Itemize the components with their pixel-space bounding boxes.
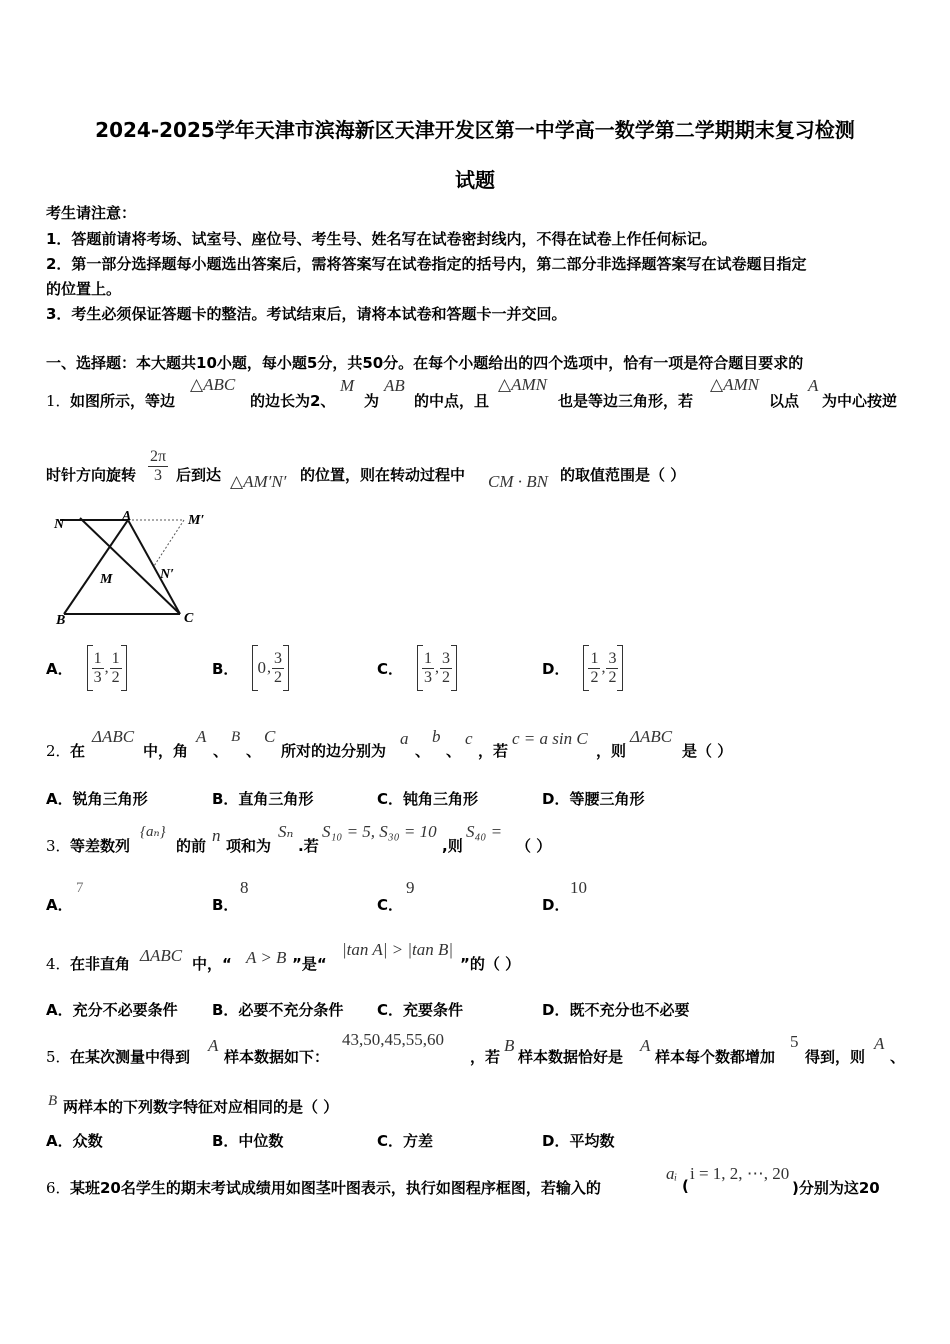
option-c[interactable]: C．充要条件 <box>377 1001 464 1019</box>
question-text: 后到达 <box>176 466 222 484</box>
question-text: 、 <box>213 742 229 760</box>
numerator: 1 <box>590 649 599 667</box>
math-expression: M <box>340 376 355 395</box>
denominator: 2 <box>442 668 451 686</box>
question-number: 5． <box>46 1048 71 1066</box>
question-text: 得到，则 <box>805 1048 866 1066</box>
math-expression: {aₙ} <box>140 824 166 840</box>
math-expression: C <box>264 727 276 746</box>
option-b-value: 8 <box>240 878 249 897</box>
option-label: A． <box>46 659 73 678</box>
question-text: 样本数据如下： <box>224 1048 330 1066</box>
option-d[interactable]: D．既不充分也不必要 <box>542 1001 690 1019</box>
option-d[interactable]: D．等腰三角形 <box>542 790 645 808</box>
numerator: 2π <box>150 448 167 465</box>
option-a[interactable] <box>46 644 127 692</box>
question-text: 时针方向旋转 <box>46 466 137 484</box>
math-expression: c <box>465 729 473 748</box>
option-label: D． <box>542 659 570 678</box>
question-text: 在某次测量中得到 <box>70 1048 191 1066</box>
label-N: N <box>54 517 65 532</box>
question-text: .若 <box>298 837 319 855</box>
label-C: C <box>184 611 194 626</box>
denominator: 3 <box>154 467 163 484</box>
math-expression: AB <box>384 376 405 395</box>
notice-item-1: 1．答题前请将考场、试室号、座位号、考生号、姓名写在试卷密封线内，不得在试卷上作任何标记。 <box>46 230 717 248</box>
math-expression: S₁₀ = 5, S₃₀ = 10 <box>322 822 437 841</box>
math-expression: A > B <box>246 948 287 967</box>
option-b[interactable]: B．中位数 <box>212 1132 284 1150</box>
math-expression: ΔABC <box>630 727 673 746</box>
question-text: 、 <box>446 742 462 760</box>
question-text: （ ） <box>516 837 552 855</box>
question-text: 某班20名学生的期末考试成绩用如图茎叶图表示，执行如图程序框图，若输入的 <box>70 1179 601 1197</box>
page-title-continued: 试题 <box>455 168 495 192</box>
option-c-label[interactable]: C． <box>377 896 404 914</box>
question-number: 4． <box>46 955 71 973</box>
fraction <box>148 448 168 485</box>
math-expression: Sₙ <box>278 822 294 841</box>
math-expression: S₄₀ = <box>466 822 503 841</box>
question-text: 项和为 <box>226 837 272 855</box>
option-b[interactable]: B．直角三角形 <box>212 790 314 808</box>
option-d[interactable]: D．平均数 <box>542 1132 615 1150</box>
option-a[interactable]: A．充分不必要条件 <box>46 1001 178 1019</box>
question-text: 如图所示，等边 <box>70 392 176 410</box>
question-text: 样本每个数都增加 <box>655 1048 776 1066</box>
denominator: 3 <box>93 668 102 686</box>
option-a[interactable]: A．锐角三角形 <box>46 790 148 808</box>
interval: $\frac{1}{3}$ , $\frac{1}{2}$ <box>87 645 127 691</box>
option-d-value: 10 <box>570 878 587 897</box>
math-expression: A <box>208 1036 219 1055</box>
option-d[interactable] <box>542 644 623 692</box>
option-label: B． <box>212 659 239 678</box>
question-text: 中，角 <box>143 742 189 760</box>
option-b[interactable]: B．必要不充分条件 <box>212 1001 344 1019</box>
math-expression: b <box>432 727 441 746</box>
question-text: 的前 <box>176 837 207 855</box>
interval: $\frac{1}{2}$ , $\frac{3}{2}$ <box>583 645 623 691</box>
numerator: 1 <box>424 649 433 667</box>
option-c[interactable]: C．方差 <box>377 1132 434 1150</box>
question-text: 以点 <box>769 392 800 410</box>
math-expression: A <box>874 1034 885 1053</box>
math-expression: a <box>400 729 409 748</box>
numerator: 3 <box>608 649 617 667</box>
question-text: 所对的边分别为 <box>281 742 387 760</box>
question-text: ”是“ <box>292 955 327 973</box>
segment-NC <box>80 518 180 614</box>
question-text: 、 <box>246 742 262 760</box>
math-expression: △ABC <box>190 375 236 394</box>
option-d-label[interactable]: D． <box>542 896 570 914</box>
math-expression: ΔABC <box>140 946 183 965</box>
question-text: 也是等边三角形，若 <box>558 392 694 410</box>
question-text: 、 <box>415 742 431 760</box>
label-M: M <box>100 572 113 587</box>
question-text: ，若 <box>470 1048 501 1066</box>
label-B: B <box>56 613 66 628</box>
label-A: A <box>122 509 132 524</box>
option-b[interactable] <box>212 644 289 692</box>
numerator: 3 <box>273 649 282 667</box>
question-text: )分别为这20 <box>792 1179 880 1197</box>
math-expression: A <box>640 1036 651 1055</box>
denominator: 2 <box>111 668 120 686</box>
label-N-prime: N′ <box>160 567 175 582</box>
option-b-label[interactable]: B． <box>212 896 239 914</box>
interval: 0 , $\frac{3}{2}$ <box>252 645 289 691</box>
question-text: 等差数列 <box>70 837 131 855</box>
denominator: 2 <box>590 668 599 686</box>
question-text: 在 <box>70 742 86 760</box>
question-text: 在非直角 <box>70 955 131 973</box>
question-text: ”的（ ） <box>460 955 521 973</box>
interval: $\frac{1}{3}$ , $\frac{3}{2}$ <box>417 645 457 691</box>
segment-MpNp-dashed <box>154 520 184 566</box>
math-expression: △AMN <box>498 375 547 394</box>
option-c[interactable] <box>377 644 457 692</box>
math-expression: 5 <box>790 1032 799 1051</box>
question-text: 、 <box>890 1048 906 1066</box>
math-expression: n <box>212 826 221 845</box>
label-M-prime: M′ <box>188 513 205 528</box>
question-text: 是（ ） <box>682 742 733 760</box>
math-expression: aᵢ <box>666 1164 678 1183</box>
notice-item-3: 3．考生必须保证答题卡的整洁。考试结束后，请将本试卷和答题卡一并交回。 <box>46 305 567 323</box>
denominator: 2 <box>273 668 282 686</box>
notice-item-2-continued: 的位置上。 <box>46 280 122 298</box>
math-expression: △AMN <box>710 375 759 394</box>
denominator: 2 <box>608 668 617 686</box>
denominator: 3 <box>424 668 433 686</box>
question-text: 的中点，且 <box>414 392 490 410</box>
question-text: ,则 <box>442 837 463 855</box>
question-text: ，若 <box>478 742 509 760</box>
notice-heading: 考生请注意： <box>46 204 137 222</box>
question-number: 3． <box>46 837 71 855</box>
option-c[interactable]: C．钝角三角形 <box>377 790 479 808</box>
math-expression: CM · BN <box>488 472 548 491</box>
question-text: 样本数据恰好是 <box>518 1048 624 1066</box>
interval-start: 0 <box>257 658 266 677</box>
numerator: 1 <box>111 649 120 667</box>
math-expression: B <box>48 1093 58 1109</box>
page-title: 2024-2025学年天津市滨海新区天津开发区第一中学高一数学第二学期期末复习检测 <box>95 118 855 142</box>
math-expression: c = a sin C <box>512 729 588 748</box>
question-text: ，则 <box>596 742 627 760</box>
question-text: 的边长为2、 <box>250 392 336 410</box>
math-expression: A <box>196 727 207 746</box>
numerator: 3 <box>442 649 451 667</box>
question-text: 中，“ <box>192 955 232 973</box>
math-expression: A <box>808 376 819 395</box>
math-expression: △AM′N′ <box>230 472 287 491</box>
question-text: 为中心按逆 <box>822 392 898 410</box>
question-text: 的位置，则在转动过程中 <box>300 466 466 484</box>
math-expression: i = 1, 2, ⋯, 20 <box>690 1164 790 1183</box>
section-heading: 一、选择题：本大题共10小题，每小题5分，共50分。在每个小题给出的四个选项中，恰有一项是符合题目要求的 <box>46 354 804 372</box>
question-text: ( <box>682 1177 689 1195</box>
question-number: 1． <box>46 392 71 410</box>
question-text: 的取值范围是（ ） <box>560 466 686 484</box>
numerator: 1 <box>93 649 102 667</box>
option-a-label[interactable]: A． <box>46 896 73 914</box>
triangle-figure <box>50 506 230 632</box>
question-text: 为 <box>364 392 380 410</box>
question-number: 6． <box>46 1179 71 1197</box>
math-expression: B <box>504 1036 515 1055</box>
math-expression: B <box>231 729 241 745</box>
option-c-value: 9 <box>406 878 415 897</box>
math-expression: ΔABC <box>92 727 135 746</box>
math-expression: |tan A| > |tan B| <box>342 940 454 959</box>
option-a-value: 7 <box>76 880 84 896</box>
option-a[interactable]: A．众数 <box>46 1132 103 1150</box>
notice-item-2: 2．第一部分选择题每小题选出答案后，需将答案写在试卷指定的括号内，第二部分非选择题答案写在试卷题目指定 <box>46 255 807 273</box>
sample-data: 43,50,45,55,60 <box>342 1030 444 1049</box>
question-text: 两样本的下列数字特征对应相同的是（ ） <box>63 1098 339 1116</box>
option-label: C． <box>377 659 404 678</box>
question-number: 2． <box>46 742 71 760</box>
